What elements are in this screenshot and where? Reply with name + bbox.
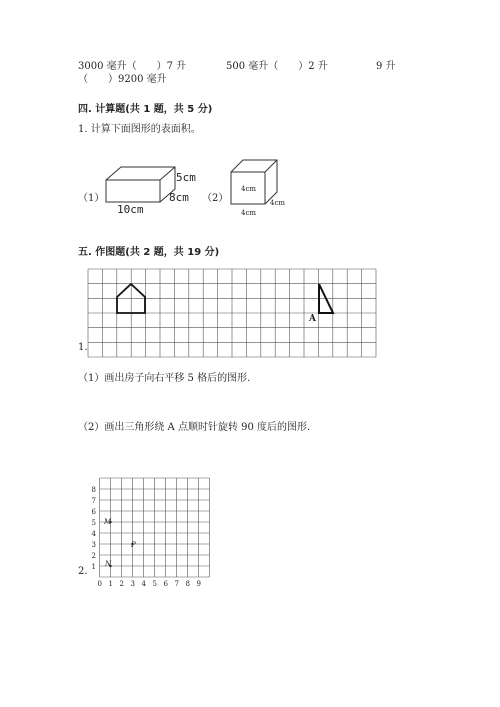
x-tick-label: 0: [97, 580, 102, 588]
section-5-heading: 五. 作图题(共 2 题，共 19 分): [78, 247, 220, 258]
conversion-1: 3000 毫升（ ）7 升: [78, 61, 187, 72]
instruction-2: （2）画出三角形绕 A 点顺时针旋转 90 度后的图形.: [78, 422, 311, 433]
x-tick-label: 5: [152, 580, 157, 588]
x-tick-label: 3: [130, 580, 135, 588]
x-tick-label: 4: [141, 580, 146, 588]
x-tick-label: 2: [119, 580, 124, 588]
question-2-number: 2.: [78, 566, 88, 577]
x-tick-label: 7: [174, 580, 179, 588]
cuboid-length-label: 10cm: [117, 203, 144, 216]
point-m-label: M: [104, 518, 112, 526]
section-4-question: 1. 计算下面图形的表面积。: [78, 124, 201, 135]
cube-side-label: 4cm: [270, 199, 286, 207]
figure-2-label: （2）: [202, 193, 229, 204]
conversion-3: 9 升: [376, 61, 396, 72]
x-tick-label: 8: [185, 580, 190, 588]
point-p-label: P: [131, 541, 136, 549]
conversion-2: 500 毫升（ ）2 升: [226, 61, 328, 72]
conversion-3-cont: （ ）9200 毫升: [78, 74, 167, 85]
section-4-heading: 四. 计算题(共 1 题，共 5 分): [78, 104, 213, 115]
y-tick-label: 4: [91, 530, 96, 538]
y-tick-label: 1: [91, 563, 96, 571]
coordinate-lines: [100, 478, 210, 577]
question-1-number: 1.: [78, 342, 88, 353]
y-tick-label: 3: [91, 541, 96, 549]
y-tick-label: 7: [91, 497, 96, 505]
cube-front-label: 4cm: [241, 185, 257, 193]
y-tick-label: 5: [91, 519, 96, 527]
y-tick-label: 8: [91, 486, 96, 494]
point-a-label: A: [309, 314, 316, 324]
point-n-label: N: [105, 560, 112, 568]
figure-1-label: （1）: [78, 193, 105, 204]
instruction-1: （1）画出房子向右平移 5 格后的图形.: [78, 373, 251, 384]
x-tick-label: 1: [108, 580, 113, 588]
y-tick-label: 2: [91, 552, 96, 560]
x-tick-label: 9: [196, 580, 201, 588]
y-tick-label: 6: [91, 508, 96, 516]
cube-bottom-label: 4cm: [241, 209, 257, 217]
x-tick-label: 6: [163, 580, 168, 588]
cuboid-width-label: 8cm: [169, 191, 189, 204]
cuboid-height-label: 5cm: [176, 171, 196, 184]
